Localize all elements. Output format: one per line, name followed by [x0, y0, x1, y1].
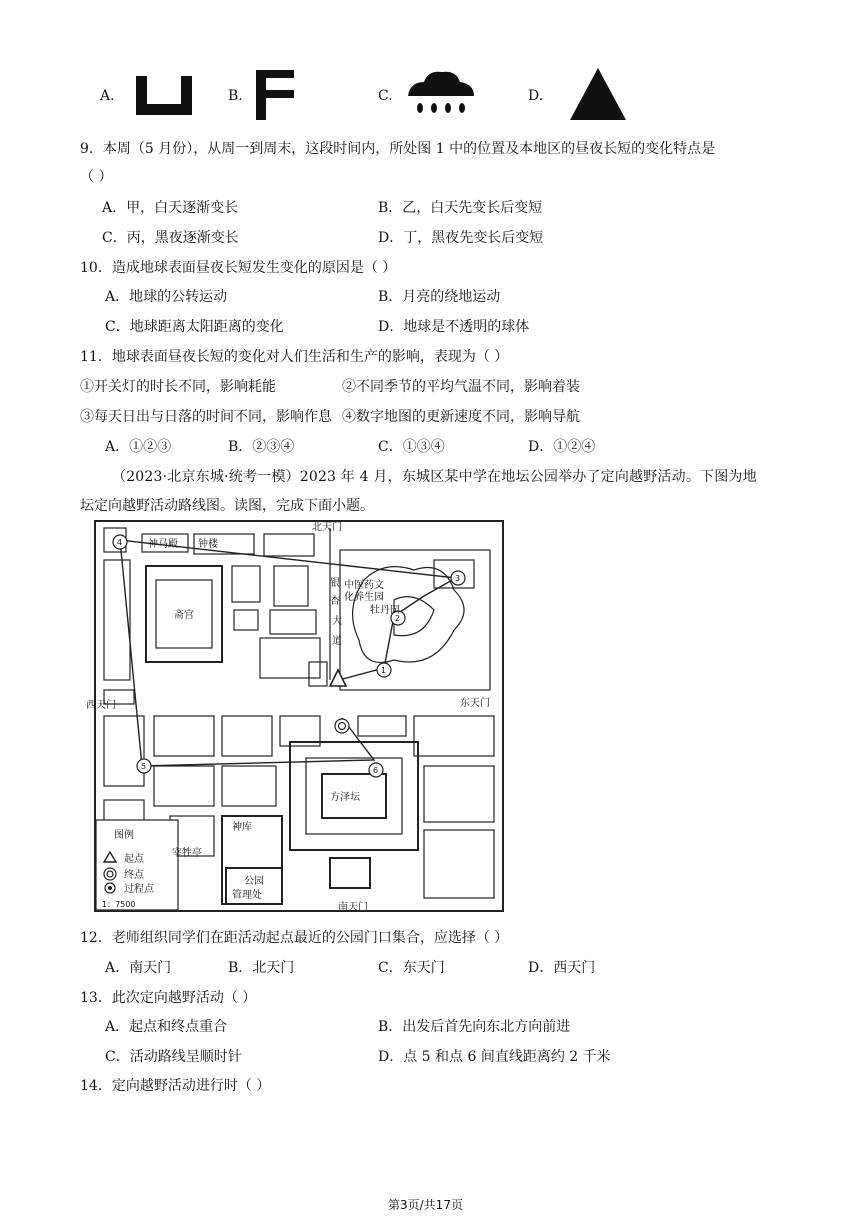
q10-option-c: C．地球距离太阳距离的变化	[105, 319, 284, 335]
map-point-2: 2	[395, 614, 401, 623]
q10-option-b: B．月亮的绕地运动	[378, 289, 501, 305]
map-label-zhonglou: 钟楼	[198, 539, 218, 550]
q11-item-4: ④数字地图的更新速度不同，影响导航	[342, 409, 580, 425]
q11-stem: 11．地球表面昼夜长短的变化对人们生活和生产的影响，表现为（ ）	[80, 349, 509, 365]
map-point-6: 6	[373, 766, 379, 775]
map-label-zaisheng: 宰牲亭	[172, 848, 202, 859]
q13-stem: 13．此次定向越野活动（ ）	[80, 990, 257, 1006]
q8-option-b-label: B.	[228, 88, 243, 104]
q13-option-c: C．活动路线呈顺时针	[105, 1049, 242, 1065]
q8-option-a-label: A.	[100, 88, 115, 104]
q9-option-c: C．丙，黑夜逐渐变长	[102, 230, 239, 246]
map-gate-west: 西天门	[86, 700, 116, 711]
bracket-u-symbol-icon	[134, 74, 194, 116]
q11-option-a: A．①②③	[105, 439, 172, 455]
q13-option-d: D．点 5 和点 6 间直线距离约 2 千米	[378, 1049, 611, 1065]
map-point-5: 5	[141, 762, 147, 771]
triangle-symbol-icon	[568, 66, 628, 122]
q11-item-2: ②不同季节的平均气温不同，影响着装	[342, 379, 580, 395]
q10-option-d: D．地球是不透明的球体	[378, 319, 530, 335]
map-gate-east: 东天门	[460, 698, 490, 709]
intro-line-2: 坛定向越野活动路线图。读图，完成下面小题。	[80, 498, 374, 514]
q9-option-d: D．丁，黑夜先变长后变短	[378, 230, 544, 246]
q11-option-d: D．①②④	[528, 439, 596, 455]
map-label-yinxing-2: 杏	[330, 596, 340, 607]
q12-option-b: B．北天门	[228, 960, 295, 976]
map-label-guanli-2: 管理处	[232, 890, 262, 901]
map-label-shenku: 神库	[232, 822, 252, 833]
map-gate-south: 南天门	[338, 902, 368, 913]
legend-title: 图例	[114, 830, 134, 841]
map-label-zhaigong: 斋宫	[174, 610, 194, 621]
legend-waypoint: 过程点	[124, 884, 154, 895]
map-label-shenma: 神马殿	[148, 539, 178, 550]
map-label-yinxing-4: 道	[332, 636, 342, 647]
legend-scale: 1：7500	[102, 900, 136, 909]
map-gate-north: 北天门	[312, 522, 342, 533]
q13-option-b: B．出发后首先向东北方向前进	[378, 1019, 571, 1035]
comb-e-symbol-icon	[254, 68, 300, 122]
q10-option-a: A．地球的公转运动	[105, 289, 228, 305]
map-point-3: 3	[455, 574, 461, 583]
map-label-mudan: 牡丹园	[370, 605, 400, 616]
map-label-fangze: 方泽坛	[330, 792, 360, 803]
page-footer: 第3页/共17页	[388, 1198, 463, 1212]
rain-cloud-symbol-icon	[404, 68, 476, 120]
map-label-herb-2: 化养生园	[344, 592, 384, 603]
q11-option-b: B．②③④	[228, 439, 295, 455]
q10-stem: 10．造成地球表面昼夜长短发生变化的原因是（ ）	[80, 260, 397, 276]
ditan-orienteering-map	[86, 520, 504, 913]
q9-paren: （ ）	[80, 169, 113, 185]
q11-option-c: C．①③④	[378, 439, 445, 455]
q13-option-a: A．起点和终点重合	[105, 1019, 228, 1035]
q12-option-a: A．南天门	[105, 960, 172, 976]
map-point-1: 1	[381, 666, 387, 675]
legend-end: 终点	[124, 870, 144, 881]
q9-option-a: A．甲，白天逐渐变长	[102, 200, 239, 216]
q12-option-c: C．东天门	[378, 960, 445, 976]
map-label-yinxing-3: 大	[332, 616, 342, 627]
q12-option-d: D．西天门	[528, 960, 596, 976]
q8-option-d-label: D.	[528, 88, 544, 104]
q9-option-b: B．乙，白天先变长后变短	[378, 200, 543, 216]
q11-item-1: ①开关灯的时长不同，影响耗能	[80, 379, 276, 395]
q11-item-3: ③每天日出与日落的时间不同，影响作息	[80, 409, 332, 425]
q9-stem: 9．本周（5 月份），从周一到周末，这段时间内，所处图 1 中的位置及本地区的昼夜长短的变化特点是	[80, 141, 716, 157]
legend-start: 起点	[124, 854, 144, 865]
q12-stem: 12．老师组织同学们在距活动起点最近的公园门口集合，应选择（ ）	[80, 930, 509, 946]
map-label-guanli-1: 公园	[244, 876, 264, 887]
map-label-herb-1: 中医药文	[344, 580, 384, 591]
intro-line-1: （2023·北京东城·统考一模）2023 年 4 月，东城区某中学在地坛公园举办了定向越野活动。下图为地	[112, 469, 757, 485]
map-label-yinxing-1: 银	[330, 578, 340, 589]
map-point-4: 4	[117, 538, 123, 547]
q8-option-c-label: C.	[378, 88, 393, 104]
q14-stem: 14．定向越野活动进行时（ ）	[80, 1078, 271, 1094]
